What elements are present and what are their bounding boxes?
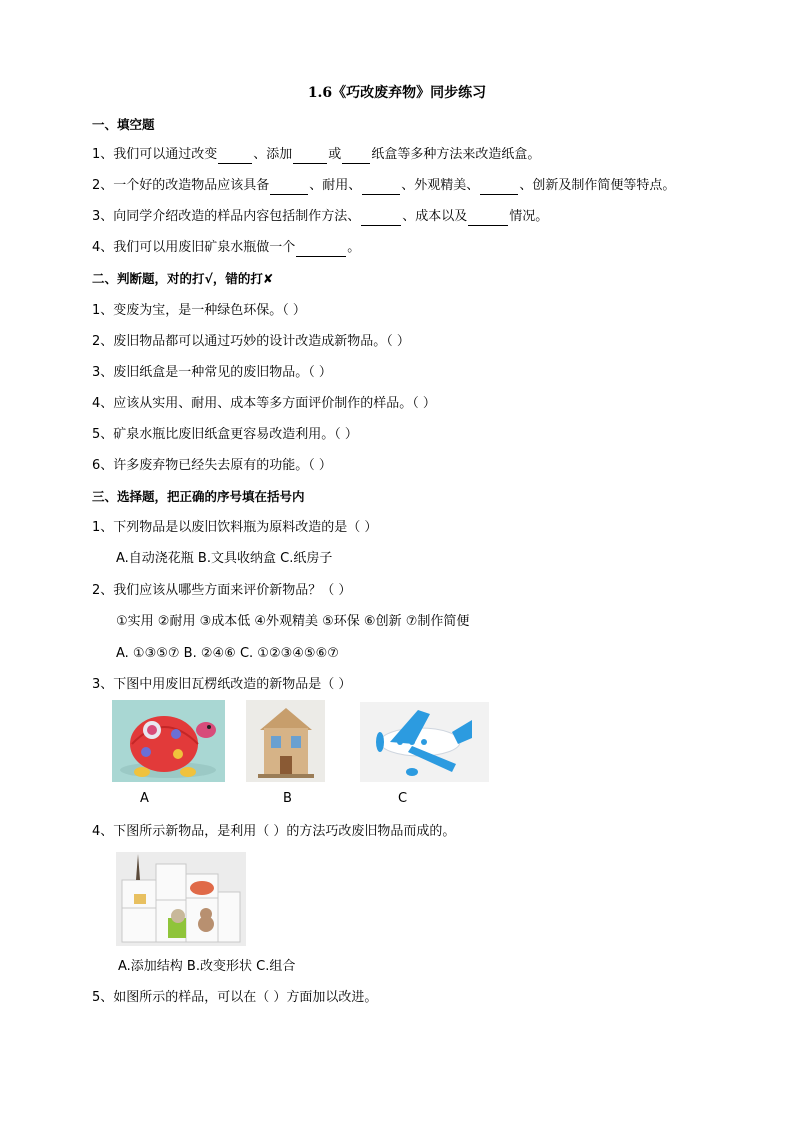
answer-blank[interactable] [480, 180, 518, 195]
q-text: 。 [347, 240, 361, 255]
fill-question-3 [92, 208, 548, 226]
answer-blank[interactable] [296, 242, 346, 257]
fill-question-4 [92, 239, 360, 257]
answer-blank[interactable] [361, 211, 401, 226]
mc-question-4-options: A.添加结构 B.改变形状 C.组合 [118, 959, 296, 974]
section-heading-fill-blank: 一、填空题 [92, 117, 155, 132]
answer-blank[interactable] [293, 149, 327, 164]
image-option-b-paper-house [246, 700, 325, 782]
image-box-shelf [116, 852, 246, 946]
turtle-illustration [112, 700, 225, 782]
q-text: 、成本以及 [402, 209, 468, 224]
tf-question-3: 3、废旧纸盒是一种常见的废旧物品。（ ） [92, 365, 332, 380]
tf-question-4: 4、应该从实用、耐用、成本等多方面评价制作的样品。（ ） [92, 396, 436, 411]
q-text: 3、向同学介绍改造的样品内容包括制作方法、 [92, 209, 361, 224]
answer-blank[interactable] [270, 180, 308, 195]
section-heading-multiple-choice: 三、选择题，把正确的序号填在括号内 [92, 489, 305, 504]
plane-illustration [360, 702, 489, 782]
tf-question-1: 1、变废为宝，是一种绿色环保。（ ） [92, 303, 306, 318]
mc-question-3: 3、下图中用废旧瓦楞纸改造的新物品是（ ） [92, 677, 352, 692]
mc-question-5: 5、如图所示的样品，可以在（ ）方面加以改进。 [92, 990, 378, 1005]
fill-question-2 [92, 177, 675, 195]
answer-blank[interactable] [468, 211, 508, 226]
q-text: 纸盒等多种方法来改造纸盒。 [371, 147, 541, 162]
tf-question-2: 2、废旧物品都可以通过巧妙的设计改造成新物品。（ ） [92, 334, 410, 349]
mc-question-2-criteria: ①实用 ②耐用 ③成本低 ④外观精美 ⑤环保 ⑥创新 ⑦制作简便 [116, 614, 470, 629]
image-label-b: B [283, 791, 292, 806]
q-text: 或 [328, 147, 342, 162]
section-heading-true-false: 二、判断题，对的打√，错的打✘ [92, 271, 274, 286]
mc-question-1-options: A.自动浇花瓶 B.文具收纳盒 C.纸房子 [116, 551, 333, 566]
tf-question-5: 5、矿泉水瓶比废旧纸盒更容易改造利用。（ ） [92, 427, 358, 442]
image-label-c: C [398, 791, 408, 806]
q-text: 、添加 [253, 147, 293, 162]
q-text: 4、我们可以用废旧矿泉水瓶做一个 [92, 240, 296, 255]
answer-blank[interactable] [218, 149, 252, 164]
image-option-a-turtle [112, 700, 225, 782]
house-illustration [246, 700, 325, 782]
fill-question-1 [92, 146, 540, 164]
tf-question-6: 6、许多废弃物已经失去原有的功能。（ ） [92, 458, 332, 473]
q-text: 、耐用、 [309, 178, 362, 193]
page-title: 1.6《巧改废弃物》同步练习 [307, 85, 487, 101]
mc-question-4: 4、下图所示新物品，是利用（ ）的方法巧改废旧物品而成的。 [92, 824, 456, 839]
image-label-a: A [140, 791, 149, 806]
mc-question-2: 2、我们应该从哪些方面来评价新物品？（ ） [92, 583, 352, 598]
answer-blank[interactable] [362, 180, 400, 195]
q-text: 1、我们可以通过改变 [92, 147, 218, 162]
mc-question-2-options: A. ①③⑤⑦ B. ②④⑥ C. ①②③④⑤⑥⑦ [116, 646, 339, 661]
q-text: 情况。 [509, 209, 549, 224]
q-text: 、创新及制作简便等特点。 [519, 178, 676, 193]
mc-question-1: 1、下列物品是以废旧饮料瓶为原料改造的是（ ） [92, 520, 378, 535]
q-text: 2、一个好的改造物品应该具备 [92, 178, 270, 193]
image-option-c-bottle-plane [360, 702, 489, 782]
answer-blank[interactable] [342, 149, 370, 164]
q-text: 、外观精美、 [401, 178, 480, 193]
shelf-illustration [116, 852, 246, 946]
